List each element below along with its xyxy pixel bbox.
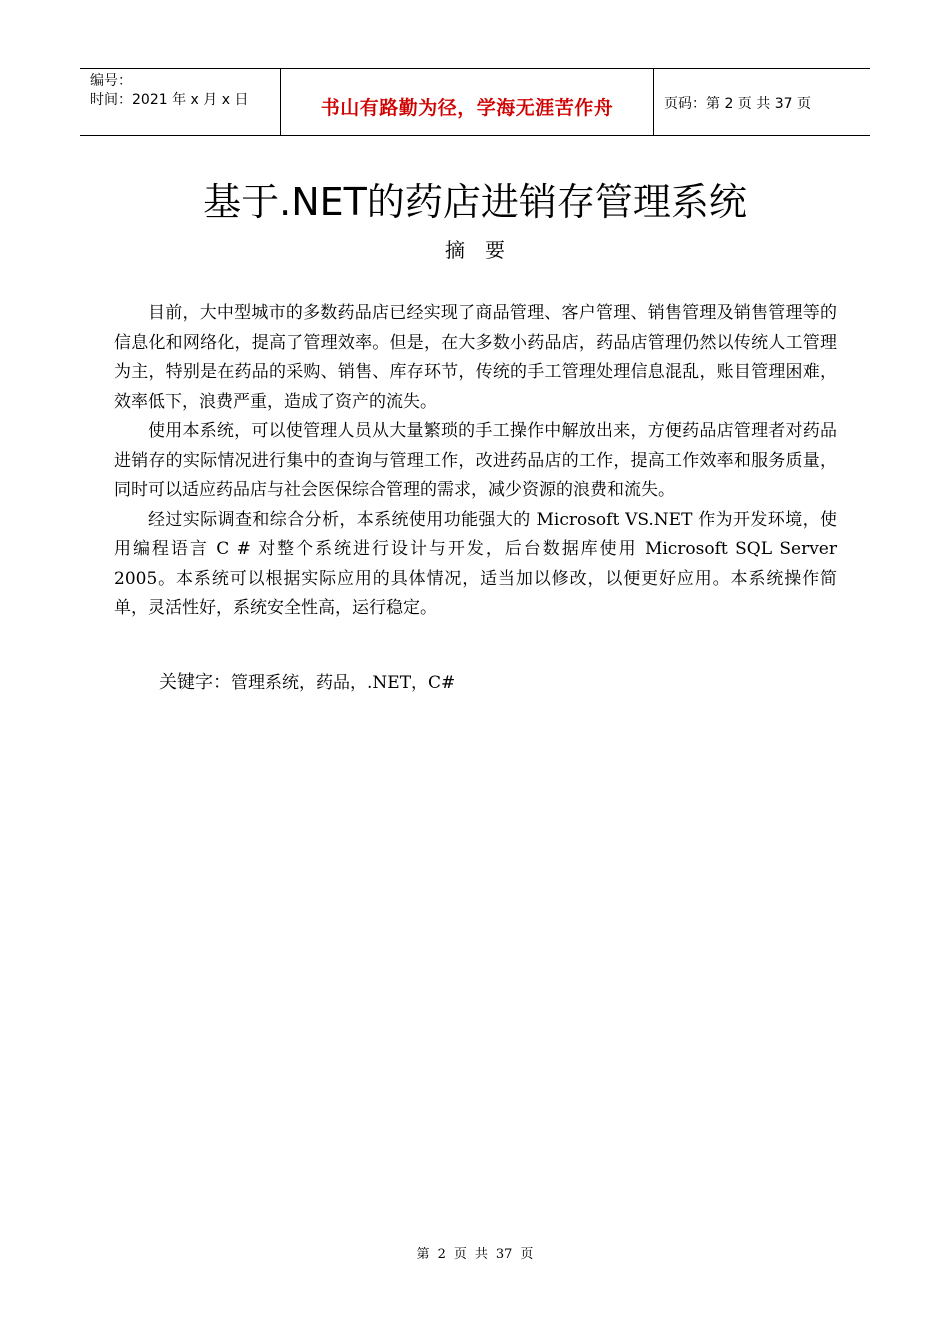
document-date-label: 时间：2021 年 x 月 x 日 — [90, 92, 249, 108]
footer-total-unit: 页 — [520, 1247, 534, 1262]
document-id-label: 编号： — [90, 73, 132, 89]
abstract-heading: 摘要 — [445, 238, 525, 262]
abstract-paragraph: 经过实际调查和综合分析，本系统使用功能强大的 Microsoft VS.NET 作为开发环境，使用编程语言 C # 对整个系统进行设计与开发，后台数据库使用 Microsoft SQL Server 2005。本系统可以根据实际应用的具体情况，适当加以修改，以便更好应用。本系统操作简单，灵活性好，系统安全性高，运行稳定。 — [114, 509, 837, 618]
footer-total-pages: 37 — [495, 1247, 513, 1262]
keywords-value: 管理系统，药品，.NET，C# — [231, 673, 456, 693]
abstract-paragraph: 使用本系统，可以使管理人员从大量繁琐的手工操作中解放出来，方便药品店管理者对药品进销存的实际情况进行集中的查询与管理工作，改进药品店的工作，提高工作效率和服务质量，同时可以适应药品店与社会医保综合管理的需求，减少资源的浪费和流失。 — [114, 421, 837, 500]
page-count-label: 页码：第 2 页 共 37 页 — [664, 96, 811, 112]
footer-page-number: 2 — [437, 1247, 446, 1262]
footer-page-unit: 页 — [453, 1247, 467, 1262]
document-title: 基于.NET的药店进销存管理系统 — [203, 180, 747, 224]
keywords-line — [159, 669, 455, 697]
header-motto-cell — [281, 69, 654, 135]
header-left-cell — [80, 69, 281, 135]
abstract-paragraph: 目前，大中型城市的多数药品店已经实现了商品管理、客户管理、销售管理及销售管理等的信息化和网络化，提高了管理效率。但是，在大多数小药品店，药品店管理仍然以传统人工管理为主，特别是在药品的采购、销售、库存环节，传统的手工管理处理信息混乱，账目管理困难，效率低下，浪费严重，造成了资产的流失。 — [114, 303, 837, 412]
footer-total-prefix: 共 — [474, 1247, 488, 1262]
header-right-cell — [654, 69, 870, 135]
motto-text: 书山有路勤为径，学海无涯苦作舟 — [320, 97, 614, 119]
keywords-label: 关键字： — [159, 672, 231, 693]
page-footer — [0, 1246, 950, 1264]
header-table — [80, 68, 870, 136]
footer-page-prefix: 第 — [416, 1247, 430, 1262]
abstract-body — [114, 299, 837, 624]
